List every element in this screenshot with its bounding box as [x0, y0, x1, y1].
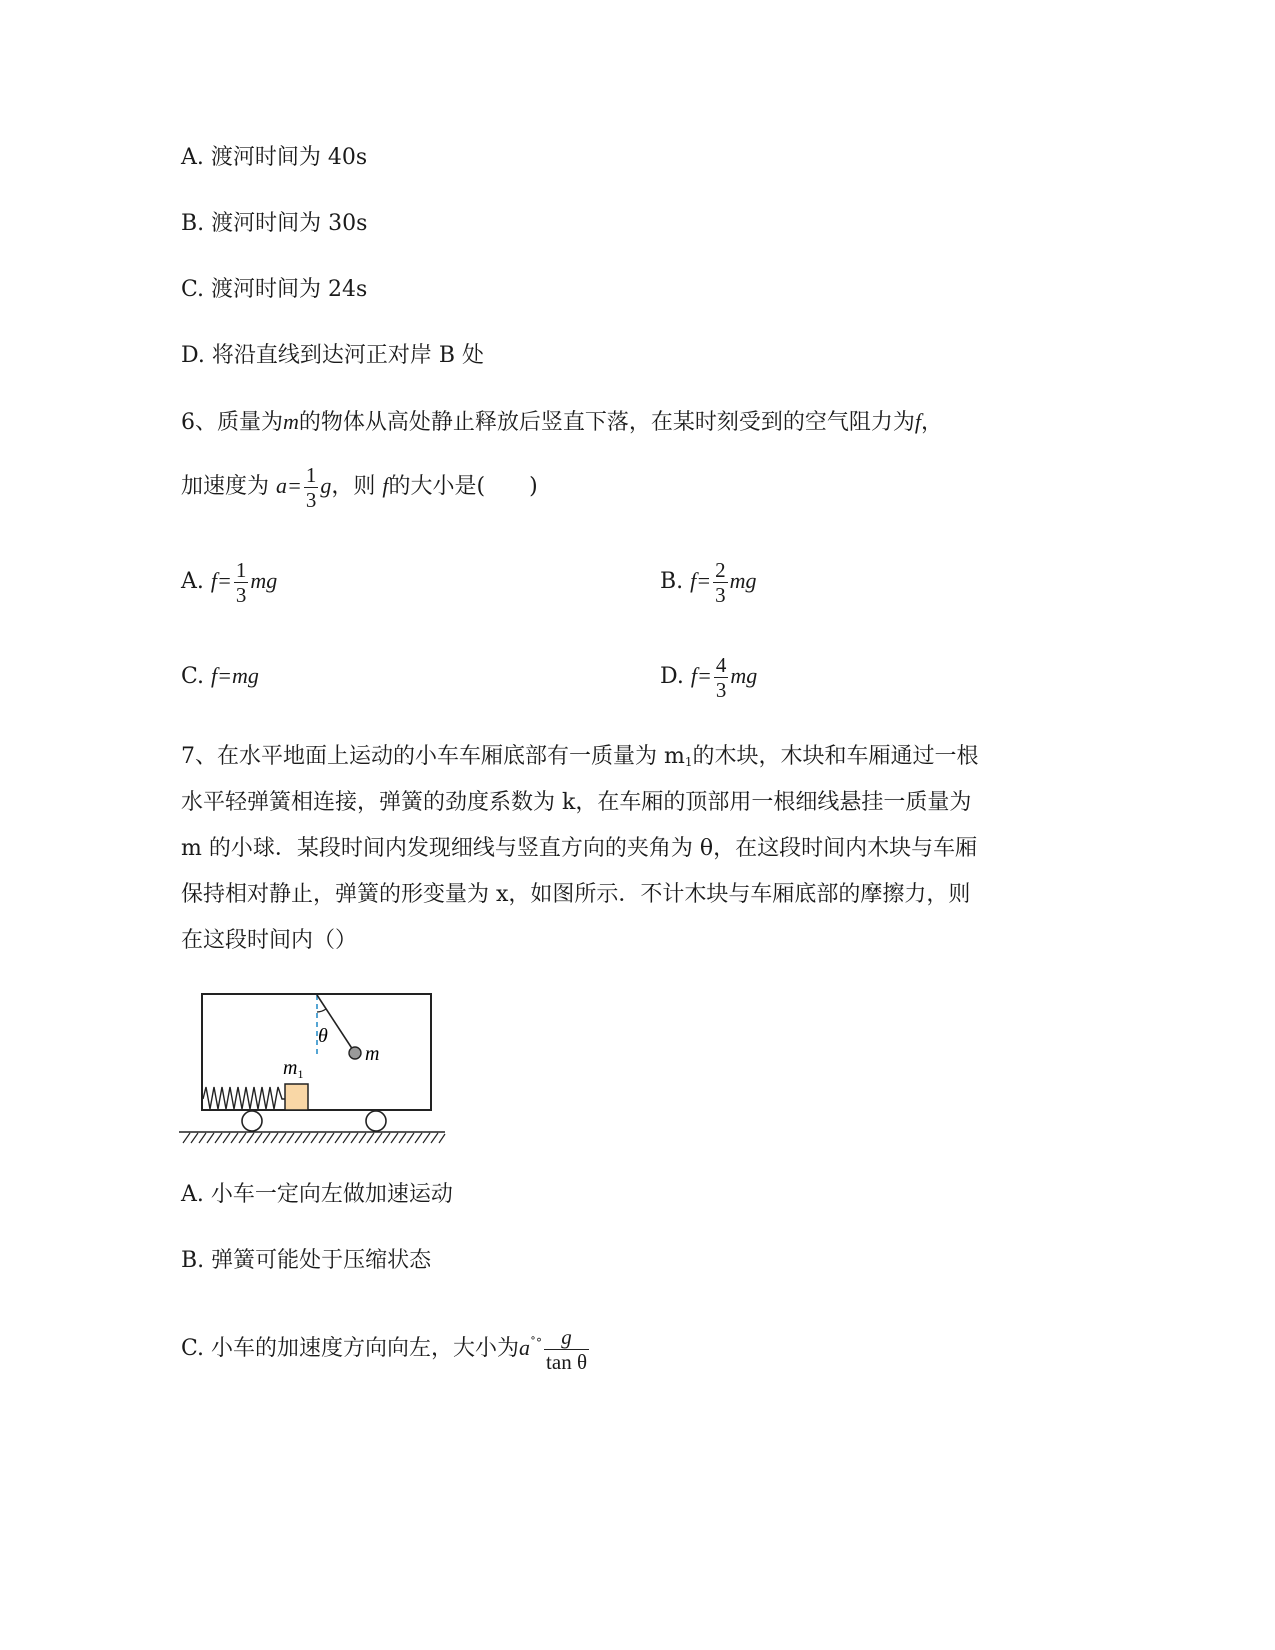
block: [285, 1084, 308, 1110]
ball: [349, 1047, 361, 1059]
theta-label: θ: [318, 1025, 328, 1047]
q7-stem-line1: 7、在水平地面上运动的小车车厢底部有一质量为 $m_1$的木块，木块和车厢通过一根: [181, 744, 979, 769]
block-mass-label: $m_1$: [283, 1057, 304, 1081]
q7-option-b: B. 弹簧可能处于压缩状态: [181, 1248, 432, 1273]
cart-figure: [175, 988, 450, 1152]
q5-option-d: D. 将沿直线到达河正对岸 B 处: [181, 343, 484, 368]
ball-mass-label: m: [365, 1043, 380, 1065]
q5-option-c: C. 渡河时间为 24s: [181, 277, 368, 302]
q7-stem-line5: 在这段时间内（）: [181, 928, 358, 953]
q7-stem-line4: 保持相对静止，弹簧的形变量为 x，如图所示．不计木块与车厢底部的摩擦力，则: [181, 882, 971, 907]
angle-arc: [317, 1009, 326, 1012]
q6-option-c: C. f=mg: [181, 663, 259, 689]
q6-fraction: $\frac{1}{3}$: [305, 462, 317, 512]
q7-option-a: A. 小车一定向左做加速运动: [181, 1182, 453, 1207]
q7-option-c: C. 小车的加速度方向向左，大小为a˚° $\frac{g}{\text{tan θ}}$: [181, 1324, 588, 1374]
q6-option-a: A. f= $\frac{1}{3}$ mg: [181, 557, 278, 607]
q7-stem-line2: 水平轻弹簧相连接，弹簧的劲度系数为 k，在车厢的顶部用一根细线悬挂一质量为: [181, 790, 972, 815]
q5-option-b: B. 渡河时间为 30s: [181, 211, 368, 236]
wheel-right: [366, 1111, 386, 1131]
q6-stem-line1: 6、质量为m的物体从高处静止释放后竖直下落，在某时刻受到的空气阻力为f，: [181, 409, 944, 435]
q6-option-d: D. f= $\frac{4}{3}$ mg: [660, 652, 758, 702]
q5-option-a: A. 渡河时间为 40s: [181, 145, 368, 170]
spring: [203, 1087, 285, 1109]
q7-stem-line3: m 的小球．某段时间内发现细线与竖直方向的夹角为 θ，在这段时间内木块与车厢: [181, 836, 978, 861]
ground-hatching: [183, 1133, 445, 1143]
q6-stem-line2: 加速度为 a= $\frac{1}{3}$ g，则 f的大小是( ): [181, 462, 538, 512]
wheel-left: [242, 1111, 262, 1131]
q6-option-b: B. f= $\frac{2}{3}$ mg: [660, 557, 757, 607]
